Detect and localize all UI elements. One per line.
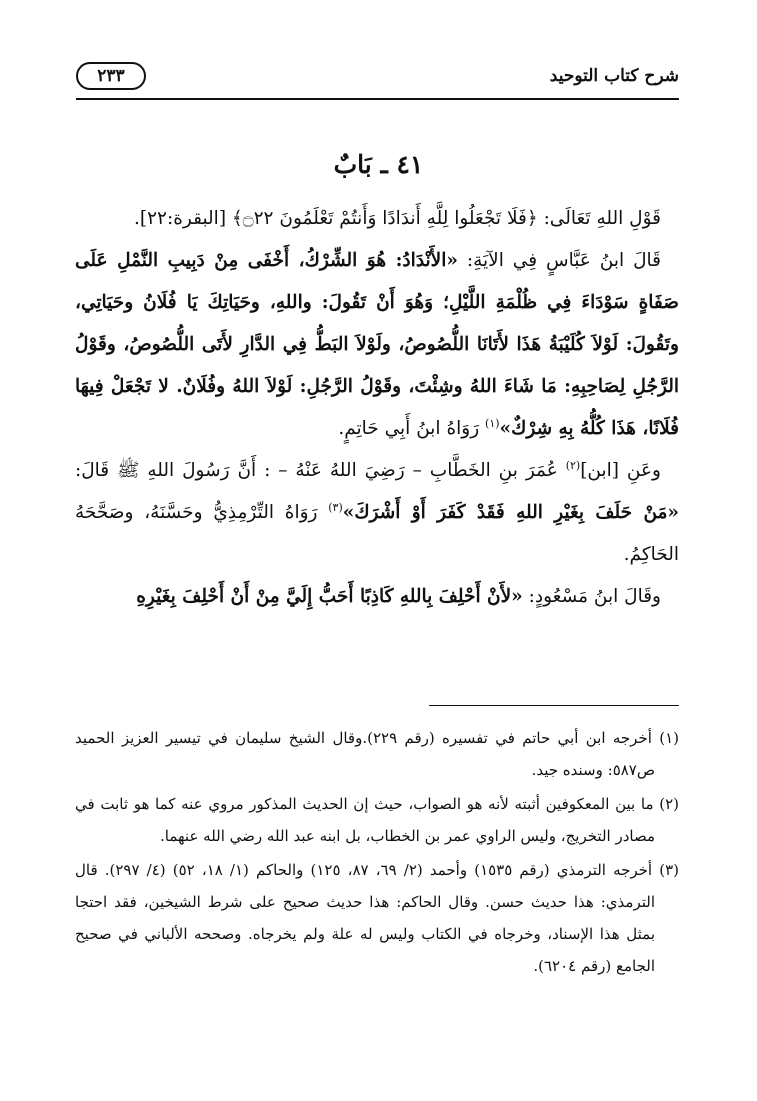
main-text bbox=[75, 198, 679, 618]
page-header bbox=[76, 62, 679, 96]
ibn-abbas-intro: قَالَ ابنُ عَبَّاسٍ فِي الآيَةِ: bbox=[457, 250, 661, 271]
verse-intro: قَوْلِ اللهِ تَعَالَى: bbox=[537, 208, 661, 229]
footnote-1: (١) أخرجه ابن أبي حاتم في تفسيره (رقم ٢٢٩).وقال الشيخ سليمان في تيسير العزيز الحميد ص٥٨٧: وسنده جيد. bbox=[75, 729, 679, 779]
chapter-heading: ٤١ ـ بَابٌ bbox=[333, 150, 424, 179]
header-divider bbox=[76, 98, 679, 100]
footnote-3: (٣) أخرجه الترمذي (رقم ١٥٣٥) وأحمد (٢/ ٦٩، ٨٧، ١٢٥) والحاكم (١/ ١٨، ٥٢) (٤/ ٢٩٧). قال الترمذي: هذا حديث حسن. وقال الحاكم: هذا حديث صحيح على شرط الشيخين، فقد احتجا بمثل هذا الإسناد، وخرجاه في الكتاب وليس له علة ولم يخرجاه. وصححه الألباني في صحيح الجامع (رقم ٦٢٠٤). bbox=[75, 861, 679, 975]
verse-reference: [البقرة:٢٢]. bbox=[133, 208, 232, 229]
page-number-badge: ٢٣٣ bbox=[76, 62, 146, 90]
ibn-umar-narration: عُمَرَ بنِ الخَطَّابِ – رَضِيَ اللهُ عَنْهُ – : أَنَّ رَسُولَ اللهِ ﷺ قَالَ: bbox=[75, 460, 566, 481]
footnote-2: (٢) ما بين المعكوفين أثبته لأنه هو الصواب، حيث إن الحديث المذكور مروي عنه كما هو ثابت في مصادر التخريج، وليس الراوي عمر بن الخطاب، بل ابنه عبد الله رضي الله عنهما. bbox=[75, 795, 679, 845]
ibn-masud-quote: «لأَنْ أَحْلِفَ بِاللهِ كَاذِبًا أَحَبُّ إِلَيَّ مِنْ أَنْ أَحْلِفَ بِغَيْرِهِ bbox=[136, 586, 523, 607]
paragraph-ibn-abbas bbox=[75, 240, 679, 450]
paragraph-ibn-masud bbox=[75, 576, 679, 618]
footnote-marker-1: (١) bbox=[485, 416, 500, 430]
ibn-abbas-source: رَوَاهُ ابنُ أَبِي حَاتِمٍ. bbox=[338, 418, 486, 439]
ibn-abbas-quote: «الأَنْدَادُ: هُوَ الشِّرْكُ، أَخْفَى مِنْ دَبِيبِ النَّمْلِ عَلَى صَفَاةٍ سَوْدَاءَ فِي ظُلْمَةِ اللَّيْلِ؛ وَهُوَ أَنْ تَقُولَ: واللهِ، وحَيَاتِكَ يَا فُلَانُ وحَيَاتِي، وتَقُولَ: لَوْلاَ كُلَيْبَةُ هَذَا لأَتَانَا اللُّصُوصُ، ولَوْلاَ البَطُّ فِي الدَّارِ لأَتَى اللُّصُوصُ، وقَوْلُ الرَّجُلِ لِصَاحِبِهِ: مَا شَاءَ اللهُ وشِئْتَ، وقَوْلُ الرَّجُلِ: لَوْلاَ اللهُ وفُلَانٌ. لا تَجْعَلْ فِيهَا فُلَانًا، هَذَا كُلُّهُ بِهِ شِرْكٌ» bbox=[75, 250, 679, 439]
running-title: شرح كتاب التوحيد bbox=[549, 66, 679, 86]
footnote-marker-2: (٢) bbox=[565, 458, 581, 472]
hadith-quote: «مَنْ حَلَفَ بِغَيْرِ اللهِ فَقَدْ كَفَرَ أَوْ أَشْرَكَ» bbox=[342, 502, 679, 523]
hadith-source: رَوَاهُ التِّرْمِذِيُّ وحَسَّنَهُ، وصَحَّحَهُ الحَاكِمُ. bbox=[75, 502, 679, 565]
footnotes-section bbox=[75, 722, 679, 984]
paragraph-verse bbox=[75, 198, 679, 240]
ibn-umar-intro: وعَنِ [ابن] bbox=[580, 460, 661, 481]
footnote-divider bbox=[429, 705, 679, 706]
ibn-masud-intro: وقَالَ ابنُ مَسْعُودٍ: bbox=[522, 586, 661, 607]
quran-verse: ﴿فَلَا تَجْعَلُوا لِلَّهِ أَندَادًا وَأَنتُمْ تَعْلَمُونَ ۝٢٢﴾ bbox=[231, 208, 538, 229]
footnote-marker-3: (٣) bbox=[328, 500, 343, 514]
paragraph-ibn-umar bbox=[75, 450, 679, 576]
